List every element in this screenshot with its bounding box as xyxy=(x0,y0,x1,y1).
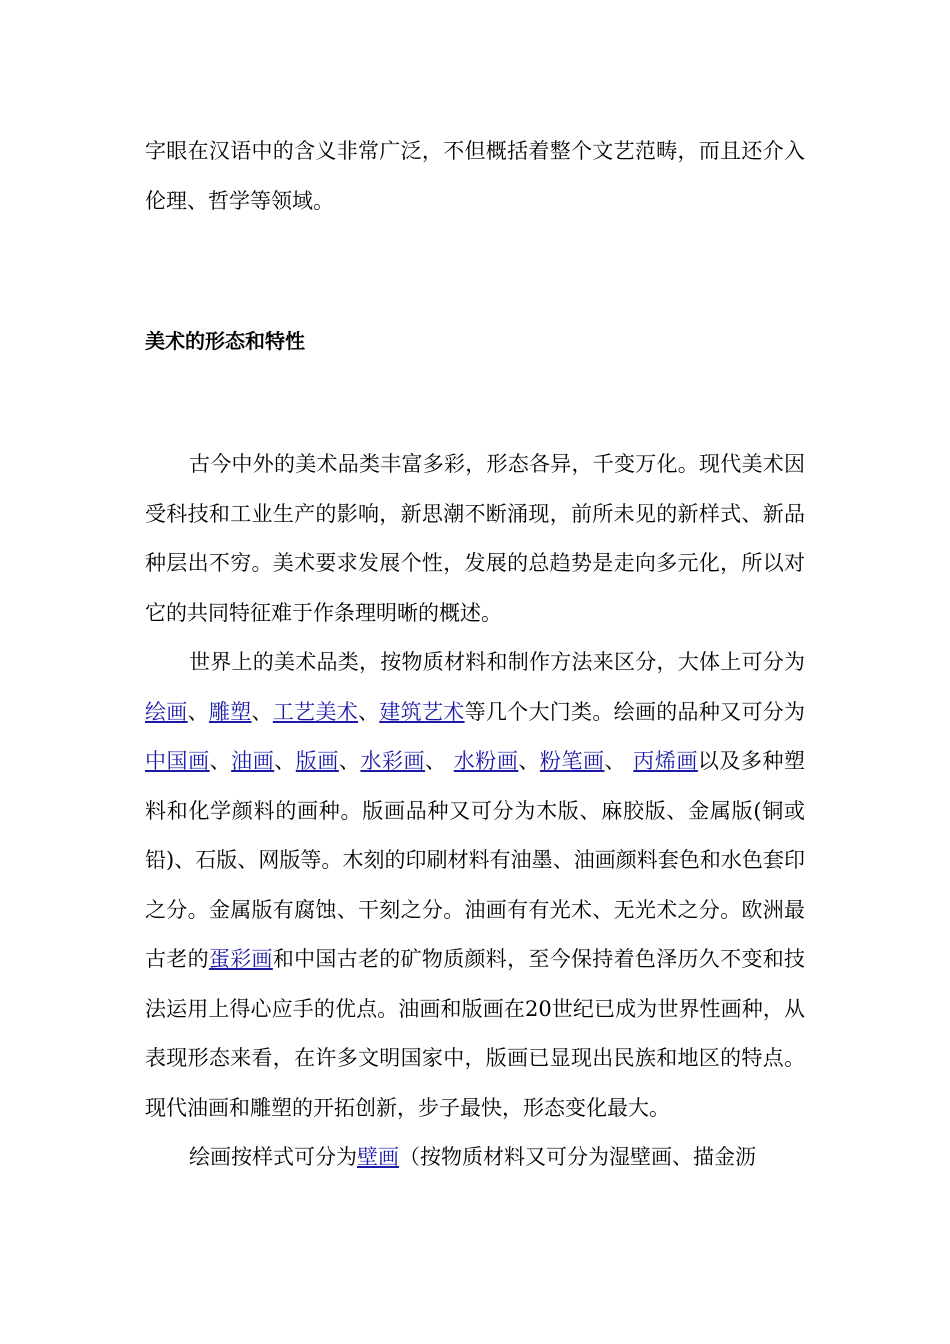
link-architecture[interactable]: 建筑艺术 xyxy=(379,699,465,724)
link-mural[interactable]: 壁画 xyxy=(357,1145,399,1169)
link-chinese-painting[interactable]: 中国画 xyxy=(145,749,210,773)
separator: 、 xyxy=(251,699,273,724)
spacer xyxy=(145,356,805,440)
intro-paragraph: 字眼在汉语中的含义非常广泛，不但概括着整个文艺范畴，而且还介入伦理、哲学等领域。 xyxy=(145,139,805,213)
separator: 、 xyxy=(425,749,454,773)
separator: 、 xyxy=(187,699,209,724)
paragraph-categories xyxy=(145,638,805,1133)
separator: 、 xyxy=(338,749,361,773)
document-page xyxy=(145,127,805,1183)
link-printmaking[interactable]: 版画 xyxy=(295,749,339,773)
link-gouache[interactable]: 水粉画 xyxy=(453,749,519,773)
link-watercolor[interactable]: 水彩画 xyxy=(360,749,426,773)
separator: 、 xyxy=(274,749,296,773)
link-acrylic[interactable]: 丙烯画 xyxy=(633,749,698,773)
paragraph-painting-styles xyxy=(145,1133,805,1183)
paragraph-text: 世界上的美术品类，按物质材料和制作方法来区分，大体上可分为 xyxy=(189,650,805,674)
paragraph-text: 以及多种塑料和化学颜料的画种。版画品种又可分为木版、麻胶版、金属版(铜或铅)、石版、网版等。木刻的印刷材料有油墨、油画颜料套色和水色套印之分。金属版有腐蚀、干刻之分。油画有有光术、无光术之分。欧洲最古老的 xyxy=(145,749,806,971)
link-crafts[interactable]: 工艺美术 xyxy=(272,699,359,724)
separator: 、 xyxy=(358,699,380,724)
paragraph-forms-overview: 古今中外的美术品类丰富多彩，形态各异，千变万化。现代美术因受科技和工业生产的影响，新思潮不断涌现，前所未见的新样式、新品种层出不穷。美术要求发展个性，发展的总趋势是走向多元化，所以对它的共同特征难于作条理明晰的概述。 xyxy=(145,452,805,625)
link-pastel[interactable]: 粉笔画 xyxy=(539,749,605,773)
paragraph-text: 等几个大门类。绘画的品种又可分为 xyxy=(464,699,806,724)
separator: 、 xyxy=(604,749,634,773)
link-tempera[interactable]: 蛋彩画 xyxy=(208,947,273,971)
separator: 、 xyxy=(518,749,540,773)
link-painting[interactable]: 绘画 xyxy=(145,699,188,724)
link-sculpture[interactable]: 雕塑 xyxy=(208,699,252,724)
section-heading: 美术的形态和特性 xyxy=(145,329,305,353)
paragraph-text: 绘画按样式可分为 xyxy=(189,1145,357,1169)
link-oil-painting[interactable]: 油画 xyxy=(231,749,275,773)
separator: 、 xyxy=(209,749,232,773)
paragraph-text: （按物质材料又可分为湿壁画、描金沥 xyxy=(399,1145,756,1169)
spacer xyxy=(145,226,805,326)
paragraph-text: 和中国古老的矿物质颜料，至今保持着色泽历久不变和技法运用上得心应手的优点。油画和版画在20世纪已成为世界性画种，从表现形态来看，在许多文明国家中，版画已显现出民族和地区的特点。现代油画和雕塑的开拓创新，步子最快，形态变化最大。 xyxy=(145,947,806,1120)
